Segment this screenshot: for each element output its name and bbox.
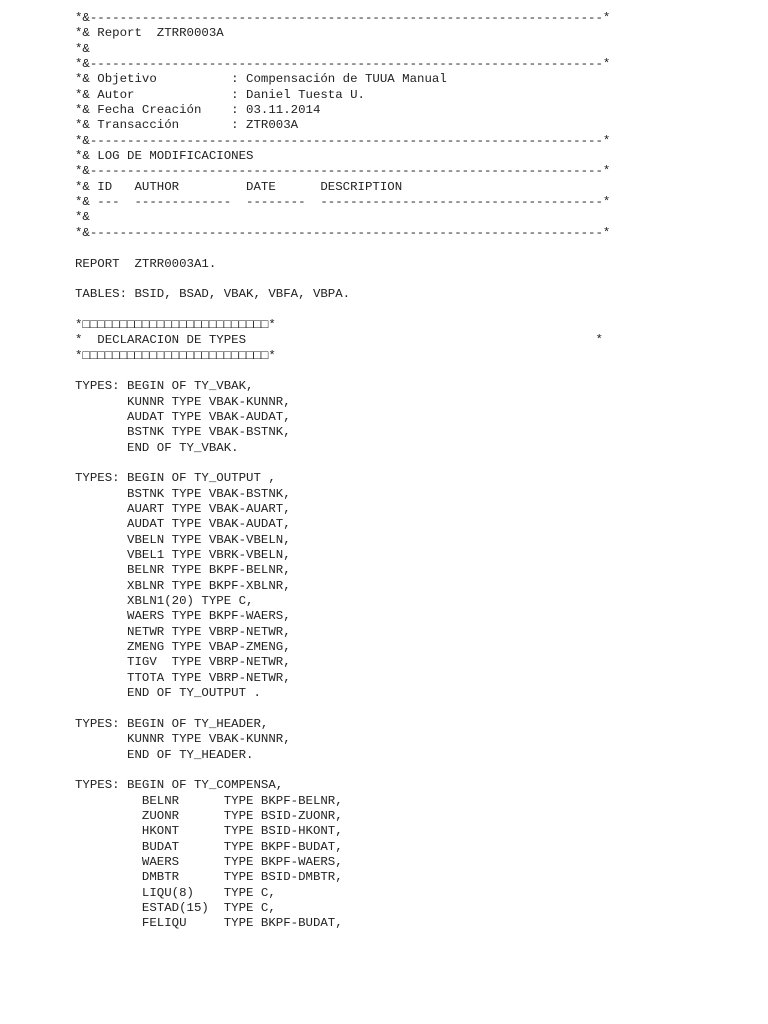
code-line: *& --- ------------- -------- --------------------------------------* (75, 195, 611, 210)
abap-source-code (75, 11, 610, 932)
code-line: HKONT TYPE BSID-HKONT, (75, 824, 343, 839)
code-line: *& ID AUTHOR DATE DESCRIPTION (75, 179, 403, 194)
code-line: *& Fecha Creación : 03.11.2014 (75, 103, 321, 118)
code-line: BUDAT TYPE BKPF-BUDAT, (75, 839, 343, 854)
code-line: *& (75, 41, 90, 56)
code-line: BELNR TYPE BKPF-BELNR, (75, 793, 343, 808)
code-line: *& Autor : Daniel Tuesta U. (75, 87, 365, 102)
code-line: AUDAT TYPE VBAK-AUDAT, (75, 517, 291, 532)
code-line: TTOTA TYPE VBRP-NETWR, (75, 670, 291, 685)
code-line: XBLNR TYPE BKPF-XBLNR, (75, 578, 291, 593)
code-line: END OF TY_OUTPUT . (75, 686, 261, 701)
code-line: TABLES: BSID, BSAD, VBAK, VBFA, VBPA. (75, 287, 351, 302)
code-line: AUDAT TYPE VBAK-AUDAT, (75, 409, 291, 424)
code-line: *& Transacción : ZTR003A (75, 118, 299, 133)
code-line (75, 456, 610, 471)
code-line: DMBTR TYPE BSID-DMBTR, (75, 870, 343, 885)
code-line: *&---------------------------------------------------------------------* (75, 57, 611, 72)
code-line: FELIQU TYPE BKPF-BUDAT, (75, 916, 343, 931)
code-line (75, 303, 610, 318)
code-line: *& Report ZTRR0003A (75, 26, 224, 41)
code-line: END OF TY_VBAK. (75, 440, 239, 455)
code-line: *& (75, 210, 90, 225)
code-line: *& Objetivo : Compensación de TUUA Manual (75, 72, 447, 87)
code-line (75, 763, 610, 778)
code-line: VBEL1 TYPE VBRK-VBELN, (75, 548, 291, 563)
code-line: AUART TYPE VBAK-AUART, (75, 502, 291, 516)
code-line: REPORT ZTRR0003A1. (75, 256, 217, 271)
code-line: VBELN TYPE VBAK-VBELN, (75, 532, 291, 547)
code-line: BELNR TYPE BKPF-BELNR, (75, 563, 291, 578)
code-line: XBLN1(20) TYPE C, (75, 594, 254, 609)
code-line: ZUONR TYPE BSID-ZUONR, (75, 808, 343, 823)
code-line: *&---------------------------------------------------------------------* (75, 11, 611, 25)
code-line: TYPES: BEGIN OF TY_OUTPUT , (75, 471, 276, 486)
code-line: *& LOG DE MODIFICACIONES (75, 149, 254, 164)
code-line: TYPES: BEGIN OF TY_HEADER, (75, 716, 269, 731)
code-line: BSTNK TYPE VBAK-BSTNK, (75, 425, 291, 440)
code-line: TIGV TYPE VBRP-NETWR, (75, 655, 291, 670)
code-line: *&---------------------------------------------------------------------* (75, 133, 611, 148)
code-line (75, 364, 610, 379)
code-line: *□□□□□□□□□□□□□□□□□□□□□□□□□* (75, 317, 276, 332)
code-line: KUNNR TYPE VBAK-KUNNR, (75, 394, 291, 409)
code-line (75, 701, 610, 716)
code-line (75, 241, 610, 256)
code-line: END OF TY_HEADER. (75, 747, 254, 762)
code-line: WAERS TYPE BKPF-WAERS, (75, 854, 343, 869)
code-line: WAERS TYPE BKPF-WAERS, (75, 609, 291, 624)
code-line: BSTNK TYPE VBAK-BSTNK, (75, 486, 291, 501)
code-line: *□□□□□□□□□□□□□□□□□□□□□□□□□* (75, 348, 276, 363)
code-line: *&---------------------------------------------------------------------* (75, 225, 611, 240)
code-line: KUNNR TYPE VBAK-KUNNR, (75, 732, 291, 747)
code-line (75, 272, 610, 287)
code-line: ESTAD(15) TYPE C, (75, 900, 276, 915)
code-line: * DECLARACION DE TYPES * (75, 333, 603, 348)
code-line: NETWR TYPE VBRP-NETWR, (75, 624, 291, 639)
code-line: TYPES: BEGIN OF TY_COMPENSA, (75, 778, 284, 793)
code-line: TYPES: BEGIN OF TY_VBAK, (75, 379, 254, 394)
code-line: *&---------------------------------------------------------------------* (75, 164, 611, 179)
code-line: ZMENG TYPE VBAP-ZMENG, (75, 640, 291, 655)
code-line: LIQU(8) TYPE C, (75, 885, 276, 900)
